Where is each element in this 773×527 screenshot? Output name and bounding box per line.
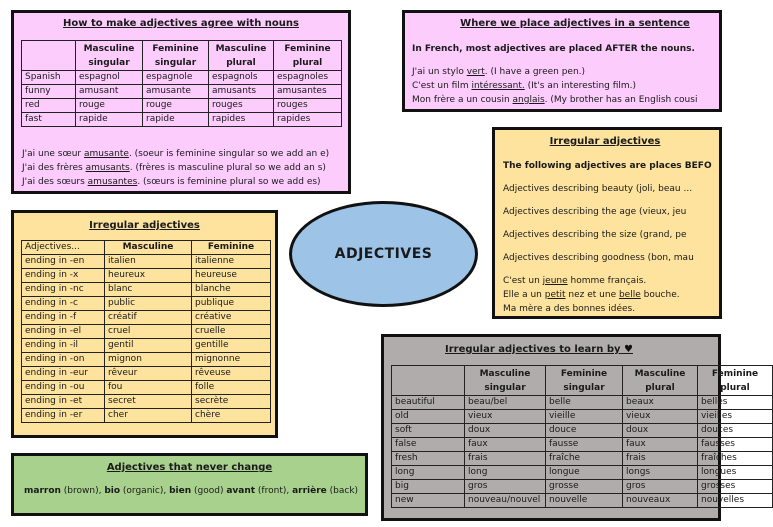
table-cell: frais bbox=[465, 452, 546, 466]
translation: (organic), bbox=[120, 486, 170, 496]
table-cell: cruelle bbox=[192, 325, 271, 339]
sentence-text: C'est un film bbox=[412, 81, 472, 91]
table-cell: fast bbox=[22, 113, 76, 127]
table-row bbox=[22, 85, 342, 99]
table-cell: longue bbox=[546, 466, 623, 480]
table-cell: new bbox=[392, 494, 465, 508]
table-cell: frais bbox=[623, 452, 698, 466]
underlined-adjective: amusants bbox=[85, 163, 130, 173]
table-cell: faux bbox=[623, 438, 698, 452]
sentence-text: . (My brother has an English cousi bbox=[544, 95, 698, 105]
table-row bbox=[22, 113, 342, 127]
rule-line: Adjectives describing the size (grand, pe bbox=[503, 230, 687, 240]
table-cell: secret bbox=[105, 395, 192, 409]
agreement-panel bbox=[11, 10, 351, 194]
rule-line: Adjectives describing goodness (bon, mau bbox=[503, 253, 694, 263]
table-cell: public bbox=[105, 297, 192, 311]
table-cell: grosse bbox=[546, 480, 623, 494]
example-sentence bbox=[412, 67, 585, 77]
placement-title: Where we place adjectives in a sentence bbox=[460, 18, 690, 29]
example-sentence bbox=[22, 163, 326, 173]
example-sentence bbox=[22, 149, 329, 159]
table-cell: créative bbox=[192, 311, 271, 325]
table-row bbox=[22, 269, 271, 283]
table-cell: ending in -il bbox=[22, 339, 105, 353]
table-cell: vieux bbox=[465, 410, 546, 424]
table-header: Feminine bbox=[192, 241, 271, 255]
table-cell: beautiful bbox=[392, 396, 465, 410]
table-row bbox=[22, 339, 271, 353]
rule-line: Adjectives describing beauty (joli, beau ... bbox=[503, 184, 693, 194]
underlined-adjective: amusante bbox=[83, 149, 129, 159]
underlined-adjective: jeune bbox=[542, 276, 568, 286]
table-cell: longues bbox=[698, 466, 773, 480]
table-cell: nouveau/nouvel bbox=[465, 494, 546, 508]
table-cell: ending in -f bbox=[22, 311, 105, 325]
never-change-panel bbox=[11, 453, 368, 516]
table-cell: espagnoles bbox=[274, 71, 342, 85]
example-sentence bbox=[412, 95, 697, 105]
table-row bbox=[392, 452, 773, 466]
table-row bbox=[392, 438, 773, 452]
table-cell: cher bbox=[105, 409, 192, 423]
table-cell: fou bbox=[105, 381, 192, 395]
placement-intro: In French, most adjectives are placed AFTER the nouns. bbox=[412, 44, 695, 54]
table-cell: rêveuse bbox=[192, 367, 271, 381]
table-row bbox=[22, 71, 342, 85]
sentence-text: . (I have a green pen.) bbox=[484, 67, 586, 77]
table-cell: vieux bbox=[623, 410, 698, 424]
table-cell: faux bbox=[465, 438, 546, 452]
table-cell: longs bbox=[623, 466, 698, 480]
underlined-adjective: petit bbox=[544, 290, 566, 300]
table-header: Masculine bbox=[105, 241, 192, 255]
table-cell: rouge bbox=[76, 99, 143, 113]
underlined-adjective: anglais bbox=[512, 95, 545, 105]
table-cell: beaux bbox=[623, 396, 698, 410]
table-cell: heureux bbox=[105, 269, 192, 283]
table-cell: big bbox=[392, 480, 465, 494]
sentence-text: . (soeur is feminine singular so we add an e) bbox=[128, 149, 330, 159]
table-cell: rapides bbox=[209, 113, 274, 127]
table-header-row bbox=[392, 366, 773, 396]
table-cell: gros bbox=[623, 480, 698, 494]
table-cell: rapide bbox=[143, 113, 209, 127]
learn-by-heart-table bbox=[391, 365, 773, 508]
table-cell: ending in -nc bbox=[22, 283, 105, 297]
table-cell: rapide bbox=[76, 113, 143, 127]
table-cell: douce bbox=[546, 424, 623, 438]
table-cell: mignonne bbox=[192, 353, 271, 367]
table-cell: publique bbox=[192, 297, 271, 311]
translation: (good) bbox=[191, 486, 227, 496]
table-cell: vieilles bbox=[698, 410, 773, 424]
table-row bbox=[22, 297, 271, 311]
underlined-adjective: belle bbox=[618, 290, 641, 300]
sentence-text: nez et une bbox=[565, 290, 619, 300]
table-cell: mignon bbox=[105, 353, 192, 367]
underlined-adjective: amusantes bbox=[87, 177, 138, 187]
table-cell: gentil bbox=[105, 339, 192, 353]
sentence-text: homme français. bbox=[567, 276, 647, 286]
table-cell: rouge bbox=[143, 99, 209, 113]
table-cell: espagnole bbox=[143, 71, 209, 85]
table-header: Feminine plural bbox=[698, 366, 773, 396]
table-header-row bbox=[22, 241, 271, 255]
table-cell: amusantes bbox=[274, 85, 342, 99]
table-header: Masculine singular bbox=[465, 366, 546, 396]
table-cell: rêveur bbox=[105, 367, 192, 381]
table-header: Feminine singular bbox=[546, 366, 623, 396]
central-topic-ellipse bbox=[289, 201, 478, 307]
table-cell: false bbox=[392, 438, 465, 452]
table-cell: doux bbox=[465, 424, 546, 438]
sentence-text: J'ai des frères bbox=[22, 163, 86, 173]
central-topic-label: ADJECTIVES bbox=[334, 246, 433, 262]
table-row bbox=[22, 325, 271, 339]
table-row bbox=[392, 396, 773, 410]
table-cell: créatif bbox=[105, 311, 192, 325]
table-cell: vieille bbox=[546, 410, 623, 424]
table-header: Masculine singular bbox=[76, 41, 143, 71]
table-cell: italienne bbox=[192, 255, 271, 269]
table-cell: gentille bbox=[192, 339, 271, 353]
table-cell: ending in -c bbox=[22, 297, 105, 311]
table-cell: espagnol bbox=[76, 71, 143, 85]
table-cell: ending in -x bbox=[22, 269, 105, 283]
table-row bbox=[22, 99, 342, 113]
french-word: bio bbox=[104, 486, 121, 496]
table-cell: long bbox=[392, 466, 465, 480]
table-cell: belle bbox=[546, 396, 623, 410]
table-cell: espagnols bbox=[209, 71, 274, 85]
table-header: Masculine plural bbox=[209, 41, 274, 71]
table-cell: gros bbox=[465, 480, 546, 494]
table-row bbox=[22, 255, 271, 269]
table-cell: blanc bbox=[105, 283, 192, 297]
table-cell: rouges bbox=[274, 99, 342, 113]
table-cell: blanche bbox=[192, 283, 271, 297]
table-cell: fresh bbox=[392, 452, 465, 466]
table-cell: amusant bbox=[76, 85, 143, 99]
sentence-text: (It's an interesting film.) bbox=[524, 81, 637, 91]
sentence-text: C'est un bbox=[503, 276, 543, 286]
table-row bbox=[392, 494, 773, 508]
table-cell: nouvelles bbox=[698, 494, 773, 508]
table-row bbox=[22, 353, 271, 367]
translation: (brown), bbox=[60, 486, 105, 496]
table-cell: rapides bbox=[274, 113, 342, 127]
table-header: Feminine singular bbox=[143, 41, 209, 71]
french-word: arrière bbox=[292, 486, 327, 496]
table-row bbox=[392, 466, 773, 480]
table-cell: ending in -er bbox=[22, 409, 105, 423]
table-header: Masculine plural bbox=[623, 366, 698, 396]
table-cell: beau/bel bbox=[465, 396, 546, 410]
learn-by-heart-panel bbox=[381, 334, 759, 521]
irregular-placement-panel bbox=[492, 127, 722, 319]
table-cell: nouveaux bbox=[623, 494, 698, 508]
sentence-text: Mon frère a un cousin bbox=[412, 95, 513, 105]
table-cell: secrète bbox=[192, 395, 271, 409]
table-cell: ending in -el bbox=[22, 325, 105, 339]
agreement-table bbox=[21, 40, 342, 127]
table-cell: nouvelle bbox=[546, 494, 623, 508]
table-cell: soft bbox=[392, 424, 465, 438]
table-row bbox=[392, 480, 773, 494]
sentence-text: J'ai un stylo bbox=[412, 67, 467, 77]
title-text: Irregular adjectives to learn by bbox=[445, 344, 621, 355]
irregular-endings-title: Irregular adjectives bbox=[89, 220, 200, 231]
table-cell: grosses bbox=[698, 480, 773, 494]
table-cell: old bbox=[392, 410, 465, 424]
table-cell: red bbox=[22, 99, 76, 113]
table-header bbox=[392, 366, 465, 396]
table-cell: doux bbox=[623, 424, 698, 438]
table-cell: fausses bbox=[698, 438, 773, 452]
underlined-adjective: intéressant. bbox=[471, 81, 525, 91]
table-header: Adjectives... bbox=[22, 241, 105, 255]
table-cell: belles bbox=[698, 396, 773, 410]
sentence-text: bouche. bbox=[640, 290, 680, 300]
table-header-row bbox=[22, 41, 342, 71]
table-row bbox=[22, 283, 271, 297]
irregular-endings-panel bbox=[11, 210, 278, 438]
table-cell: douces bbox=[698, 424, 773, 438]
rule-line: Adjectives describing the age (vieux, jeu bbox=[503, 207, 687, 217]
learn-by-heart-title bbox=[384, 344, 694, 355]
table-cell: amusants bbox=[209, 85, 274, 99]
example-sentence bbox=[503, 276, 646, 286]
table-cell: heureuse bbox=[192, 269, 271, 283]
table-row bbox=[22, 367, 271, 381]
table-row bbox=[22, 409, 271, 423]
french-word: bien bbox=[169, 486, 192, 496]
table-cell: rouges bbox=[209, 99, 274, 113]
sentence-text: . (frères is masculine plural so we add an s) bbox=[129, 163, 326, 173]
translation: (back) bbox=[326, 486, 359, 496]
translation: (front), bbox=[255, 486, 293, 496]
never-change-list bbox=[24, 486, 358, 496]
table-cell: Spanish bbox=[22, 71, 76, 85]
table-cell: fraîches bbox=[698, 452, 773, 466]
table-cell: ending in -en bbox=[22, 255, 105, 269]
table-cell: fraîche bbox=[546, 452, 623, 466]
table-cell: fausse bbox=[546, 438, 623, 452]
example-sentence: Ma mère a des bonnes idées. bbox=[503, 304, 636, 314]
never-change-title: Adjectives that never change bbox=[106, 462, 273, 473]
sentence-text: Elle a un bbox=[503, 290, 545, 300]
underlined-adjective: vert bbox=[466, 67, 485, 77]
table-cell: ending in -ou bbox=[22, 381, 105, 395]
table-cell: folle bbox=[192, 381, 271, 395]
table-row bbox=[22, 395, 271, 409]
table-cell: amusante bbox=[143, 85, 209, 99]
sentence-text: J'ai une sœur bbox=[22, 149, 84, 159]
table-header: Feminine plural bbox=[274, 41, 342, 71]
sentence-text: . (sœurs is feminine plural so we add es) bbox=[137, 177, 321, 187]
table-cell: italien bbox=[105, 255, 192, 269]
placement-panel bbox=[402, 10, 722, 112]
table-cell: ending in -eur bbox=[22, 367, 105, 381]
table-row bbox=[392, 410, 773, 424]
table-row bbox=[22, 311, 271, 325]
irregular-placement-title: Irregular adjectives bbox=[549, 136, 661, 147]
table-cell: ending in -on bbox=[22, 353, 105, 367]
french-word: avant bbox=[226, 486, 256, 496]
table-cell: chère bbox=[192, 409, 271, 423]
table-cell: long bbox=[465, 466, 546, 480]
example-sentence bbox=[503, 290, 680, 300]
example-sentence bbox=[22, 177, 321, 187]
table-cell: cruel bbox=[105, 325, 192, 339]
table-row bbox=[22, 381, 271, 395]
sentence-text: J'ai des sœurs bbox=[22, 177, 88, 187]
french-word: marron bbox=[24, 486, 61, 496]
agreement-title: How to make adjectives agree with nouns bbox=[62, 18, 299, 29]
table-cell: funny bbox=[22, 85, 76, 99]
heart-icon: ♥ bbox=[624, 344, 633, 355]
table-row bbox=[392, 424, 773, 438]
rule-line: The following adjectives are places BEFO bbox=[503, 161, 712, 171]
irregular-endings-table bbox=[21, 240, 271, 423]
example-sentence bbox=[412, 81, 636, 91]
table-cell: ending in -et bbox=[22, 395, 105, 409]
table-header bbox=[22, 41, 76, 71]
